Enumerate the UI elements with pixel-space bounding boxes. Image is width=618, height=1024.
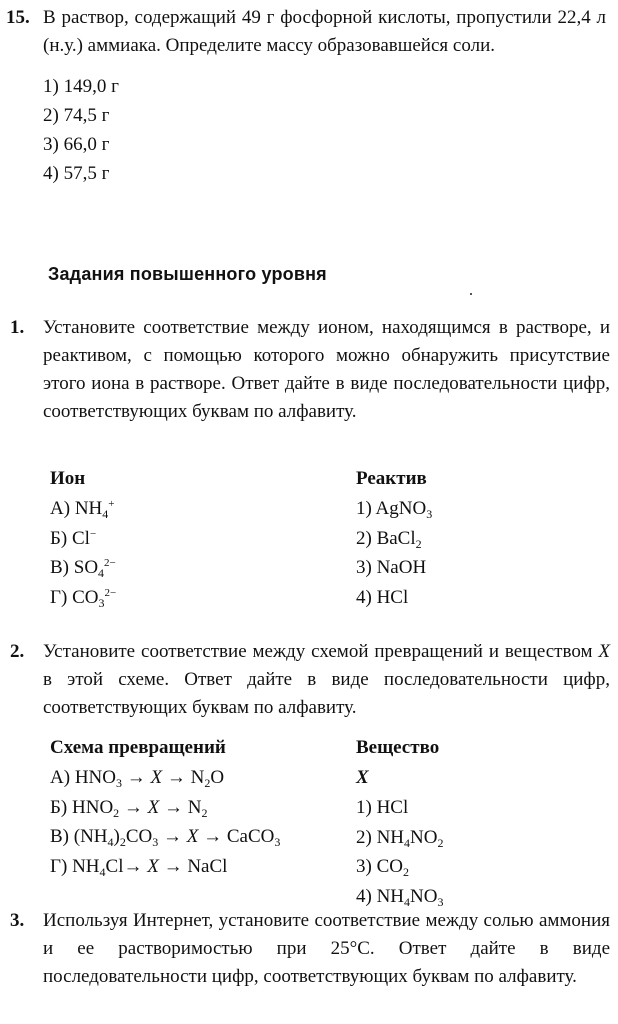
section-title: Задания повышенного уровня: [48, 264, 327, 284]
task-text: Установите соответствие между ионом, находящимся в растворе, и реактивом, с помощью которого можно обнаружить присутствие этого иона в растворе. Ответ дайте в виде последовательности цифр, соответствующих буквам по алфавиту.: [43, 317, 610, 422]
scheme-column: [50, 733, 280, 881]
answer-options: [43, 72, 606, 188]
reagent-row-2: 2) BaCl$_2$: [356, 527, 422, 551]
answer-option: 3) 66,0 г: [43, 134, 110, 155]
ion-row-b: Б) Cl−: [50, 527, 97, 549]
reagent-row-4: 4) HCl: [356, 586, 409, 608]
ion-row-a: А) $NH_4^+$: [50, 498, 115, 521]
speck: [470, 293, 472, 295]
question-15: [6, 4, 606, 188]
column-header: Реактив: [356, 468, 427, 489]
substance-row-1: 1) HCl: [356, 797, 409, 818]
scheme-row-c: В) $(NH_4)_2CO_3 \to X$ → CaCO$_3$: [50, 826, 281, 849]
question-text: В раствор, содержащий 49 г фосфорной кислоты, пропустили 22,4 л (н.у.) аммиака. Определите массу образовавшейся соли.: [43, 7, 606, 56]
scheme-row-d: Г) $NH_4Cl\to X$ → NaCl: [50, 855, 228, 879]
substance-row-2: 2) $NH_4NO_2$: [356, 826, 444, 850]
task-number: 1.: [10, 317, 25, 338]
substance-row-4: 4) $NH_4NO_3$: [356, 885, 444, 909]
reagent-row-1: 1) AgNO$_3$: [356, 498, 433, 521]
scheme-row-a: А) $HNO_3 \to X \to N_2O$: [50, 767, 225, 790]
task-1: [6, 314, 610, 426]
ion-row-d: Г) $CO_3^{2-}$: [50, 586, 117, 610]
ion-row-c: В) $SO_4^{2-}$: [50, 557, 116, 580]
column-header: Схема превращений: [50, 737, 226, 758]
reagent-row-3: 3) NaOH: [356, 557, 427, 578]
answer-option: 4) 57,5 г: [43, 163, 110, 184]
scheme-row-b: Б) $HNO_2 \to X \to N_2$: [50, 796, 208, 820]
substance-column: [356, 733, 443, 911]
reagent-column: [356, 464, 432, 612]
task-2: [6, 638, 610, 722]
question-number: 15.: [6, 7, 30, 28]
ion-column: [50, 464, 116, 612]
task-text: Установите соответствие между схемой превращений и веществом X в этой схеме. Ответ дайте в виде последовательности цифр, соответствующих буквам по алфавиту.: [43, 641, 610, 718]
substance-row-3: 3) $CO_2$: [356, 856, 409, 879]
task-number: 3.: [10, 910, 25, 931]
column-header: Вещество X: [356, 737, 440, 788]
answer-option: 1) 149,0 г: [43, 76, 119, 97]
task-text: Используя Интернет, установите соответствие между солью аммония и ее растворимостью при 25°С. Ответ дайте в виде последовательности цифр, соответствующих буквам по алфавиту.: [43, 910, 610, 987]
answer-option: 2) 74,5 г: [43, 105, 110, 126]
task-number: 2.: [10, 641, 25, 662]
column-header: Ион: [50, 468, 86, 489]
task-3: [6, 907, 610, 991]
